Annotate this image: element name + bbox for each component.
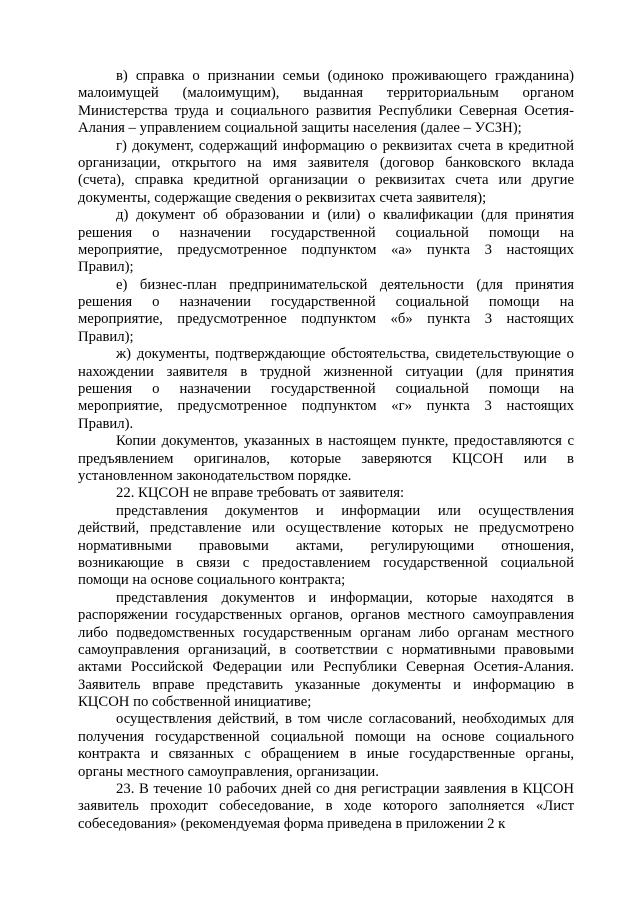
text-line: получения государственной социальной помощи на основе социального (78, 728, 574, 745)
text-line: собеседования» (рекомендуемая форма приведена в приложении 2 к (78, 815, 506, 832)
text-line: действий, представление или осуществление которых не предусмотрено (78, 520, 574, 537)
paragraph-copies (78, 433, 574, 485)
text-line: г) документ, содержащий информацию о реквизитах счета в кредитной (116, 137, 574, 154)
text-line: 22. КЦСОН не вправе требовать от заявителя: (116, 485, 405, 502)
text-line: контракта и связанных с обращением в иные государственные органы, (78, 746, 574, 763)
paragraph-item-d (78, 207, 574, 277)
text-line: мероприятие, предусмотренное подпунктом «г» пункта 3 настоящих (78, 398, 574, 415)
text-line: представления документов и информации, которые находятся в (116, 589, 574, 606)
text-line: организации, открытого на имя заявителя (договор банковского вклада (78, 154, 574, 171)
text-line: осуществления действий, в том числе согласований, необходимых для (116, 711, 574, 728)
text-line: самоуправления организаций, в соответствии с нормативными правовыми (78, 641, 574, 658)
text-line: решения о назначении государственной социальной помощи на (78, 224, 574, 241)
paragraph-item-zh (78, 346, 574, 433)
text-line: Заявитель вправе представить указанные документы и информацию в (78, 676, 574, 693)
paragraph-point-22-b (78, 590, 574, 712)
text-line: заявитель проходит собеседование, в ходе которого заполняется «Лист (78, 798, 574, 815)
text-line: Копии документов, указанных в настоящем пункте, предоставляются с (116, 433, 574, 450)
paragraph-point-22-c (78, 711, 574, 781)
paragraph-point-22-a (78, 503, 574, 590)
text-line: возникающие в связи с предоставлением государственной социальной (78, 554, 574, 571)
text-line: документы, содержащие сведения о реквизитах счета заявителя); (78, 189, 487, 206)
text-line: актами Российской Федерации или Республики Северная Осетия-Алания. (78, 659, 574, 676)
paragraph-item-e (78, 277, 574, 347)
text-line: нахождении заявителя в трудной жизненной ситуации (для принятия (78, 363, 574, 380)
text-line: (счета), справка кредитной организации о реквизитах счета или другие (78, 172, 574, 189)
document-body (78, 68, 574, 833)
text-line: Алания – управлением социальной защиты населения (далее – УСЗН); (78, 120, 522, 137)
text-line: Министерства труда и социального развития Республики Северная Осетия- (78, 102, 574, 119)
text-line: мероприятие, предусмотренное подпунктом «а» пункта 3 настоящих (78, 241, 574, 258)
paragraph-item-g (78, 138, 574, 208)
text-line: решения о назначении государственной социальной помощи на (78, 381, 574, 398)
text-line: решения о назначении государственной социальной помощи на (78, 294, 574, 311)
text-line: Правил). (78, 415, 134, 432)
paragraph-item-v (78, 68, 574, 138)
text-line: КЦСОН по собственной инициативе; (78, 694, 312, 711)
text-line: малоимущей (малоимущим), выданная территориальным органом (78, 85, 574, 102)
text-line: представления документов и информации или осуществления (116, 502, 574, 519)
text-line: Правил); (78, 328, 134, 345)
paragraph-point-22 (78, 485, 574, 502)
text-line: распоряжении государственных органов, органов местного самоуправления (78, 607, 574, 624)
text-line: установленном законодательством порядке. (78, 467, 352, 484)
text-line: д) документ об образовании и (или) о квалификации (для принятия (116, 207, 574, 224)
text-line: предъявлением оригиналов, которые заверяются КЦСОН или в (78, 450, 574, 467)
text-line: органы местного самоуправления, организации. (78, 763, 379, 780)
text-line: помощи на основе социального контракта; (78, 572, 346, 589)
text-line: в) справка о признании семьи (одиноко проживающего гражданина) (116, 68, 574, 84)
text-line: 23. В течение 10 рабочих дней со дня регистрации заявления в КЦСОН (116, 781, 574, 798)
text-line: ж) документы, подтверждающие обстоятельства, свидетельствующие о (116, 346, 574, 363)
text-line: Правил); (78, 259, 134, 276)
text-line: либо подведомственных государственным органам либо органам местного (78, 624, 574, 641)
paragraph-point-23 (78, 781, 574, 833)
text-line: нормативными правовыми актами, регулирующими отношения, (78, 537, 574, 554)
text-line: мероприятие, предусмотренное подпунктом «б» пункта 3 настоящих (78, 311, 574, 328)
text-line: е) бизнес-план предпринимательской деятельности (для принятия (116, 276, 574, 293)
